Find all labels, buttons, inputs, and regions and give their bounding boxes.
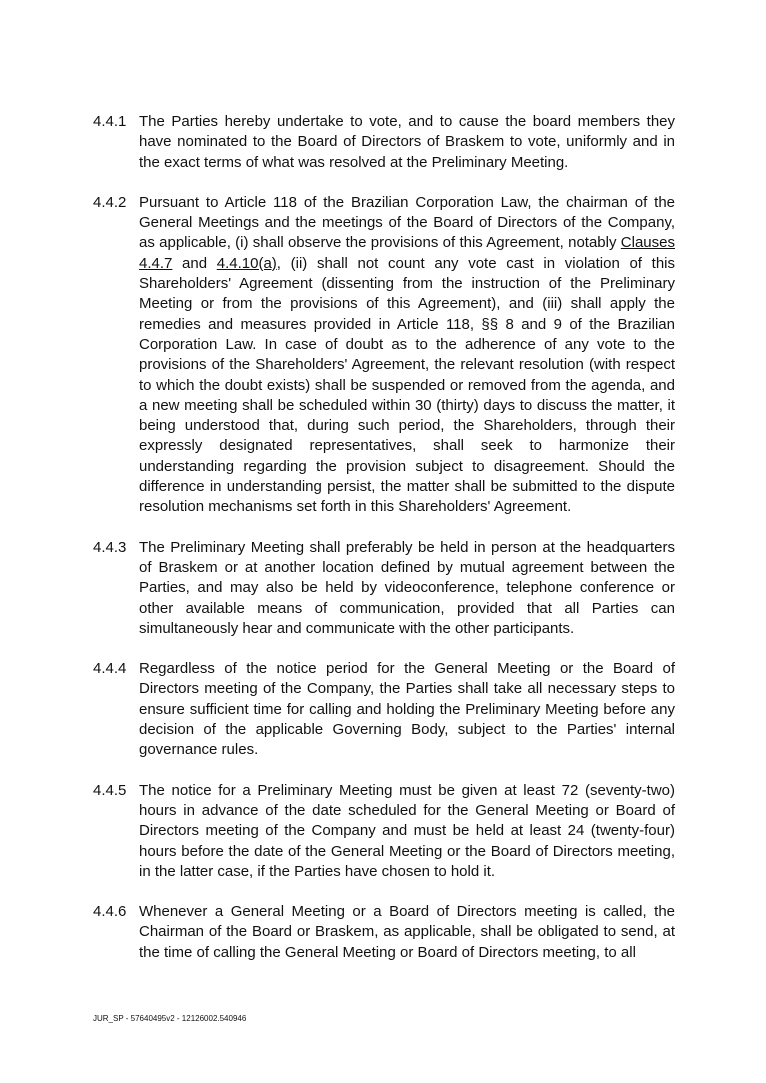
clause-4-4-1 bbox=[93, 112, 675, 173]
clause-text-part: Pursuant to Article 118 of the Brazilian Corporation Law, the chairman of the General Meetings and the meetings of the Board of Directors of the Company, as applicable, (i) shall observe the provisions of this Agreement, notably bbox=[139, 193, 675, 252]
clause-reference-link[interactable]: Clauses 4.4.7 bbox=[139, 234, 675, 272]
footer-document-id: JUR_SP - 57640495v2 - 12126002.540946 bbox=[93, 1014, 247, 1023]
clause-reference-link[interactable]: 4.4.10(a) bbox=[216, 254, 277, 272]
clause-text-part: , (ii) shall not count any vote cast in violation of this Shareholders' Agreement (dissenting from the instruction of the Preliminary Meeting or from the provisions of this Agreement), and (iii) shall apply the remedies and measures provided in Article 118, §§ 8 and 9 of the Brazilian Corporation Law. In case of doubt as to the adherence of any vote to the provisions of the Shareholders' Agreement, the relevant resolution (with respect to which the doubt exists) shall be suspended or removed from the agenda, and a new meeting shall be scheduled within 30 (thirty) days to discuss the matter, it being understood that, during such period, the Shareholders, through their expressly designated representatives, shall seek to harmonize their understanding regarding the provision subject to disagreement. Should the difference in understanding persist, the matter shall be submitted to the dispute resolution mechanisms set forth in this Shareholders' Agreement. bbox=[139, 254, 675, 516]
clause-text: The notice for a Preliminary Meeting must be given at least 72 (seventy-two) hours in advance of the date scheduled for the General Meeting or Board of Directors meeting of the Company and must be held at least 24 (twenty-four) hours before the date of the General Meeting or the Board of Directors meeting, in the latter case, if the Parties have chosen to hold it. bbox=[139, 781, 675, 880]
clause-number: 4.4.3 bbox=[93, 538, 127, 556]
clause-number: 4.4.5 bbox=[93, 781, 127, 799]
clause-text: Whenever a General Meeting or a Board of Directors meeting is called, the Chairman of the Board or Braskem, as applicable, shall be obligated to send, at the time of calling the General Meeting or Board of Directors meeting, to all bbox=[139, 903, 675, 961]
clause-4-4-5 bbox=[93, 781, 675, 882]
clause-text: The Preliminary Meeting shall preferably be held in person at the headquarters of Braskem or at another location defined by mutual agreement between the Parties, and may also be held by videoconference, telephone conference or other available means of communication, provided that all Parties can simultaneously hear and communicate with the other participants. bbox=[139, 538, 675, 637]
clause-number: 4.4.1 bbox=[93, 113, 127, 130]
clause-number: 4.4.6 bbox=[93, 903, 127, 921]
clause-4-4-2 bbox=[93, 193, 675, 518]
clause-text: The Parties hereby undertake to vote, and to cause the board members they have nominated to the Board of Directors of Braskem to vote, uniformly and in the exact terms of what was resolved at the Preliminary Meeting. bbox=[139, 113, 675, 171]
clause-4-4-3 bbox=[93, 538, 675, 639]
clause-text: Regardless of the notice period for the General Meeting or the Board of Directors meeting of the Company, the Parties shall take all necessary steps to ensure sufficient time for calling and holding the Preliminary Meeting before any decision of the applicable Governing Body, subject to the Parties' internal governance rules. bbox=[139, 660, 675, 759]
clause-4-4-6 bbox=[93, 902, 675, 963]
clause-number: 4.4.2 bbox=[93, 193, 127, 211]
clause-number: 4.4.4 bbox=[93, 660, 127, 678]
clause-4-4-4 bbox=[93, 659, 675, 760]
clause-list bbox=[93, 112, 675, 983]
clause-text bbox=[139, 193, 675, 518]
clause-text-part: and bbox=[172, 254, 217, 272]
